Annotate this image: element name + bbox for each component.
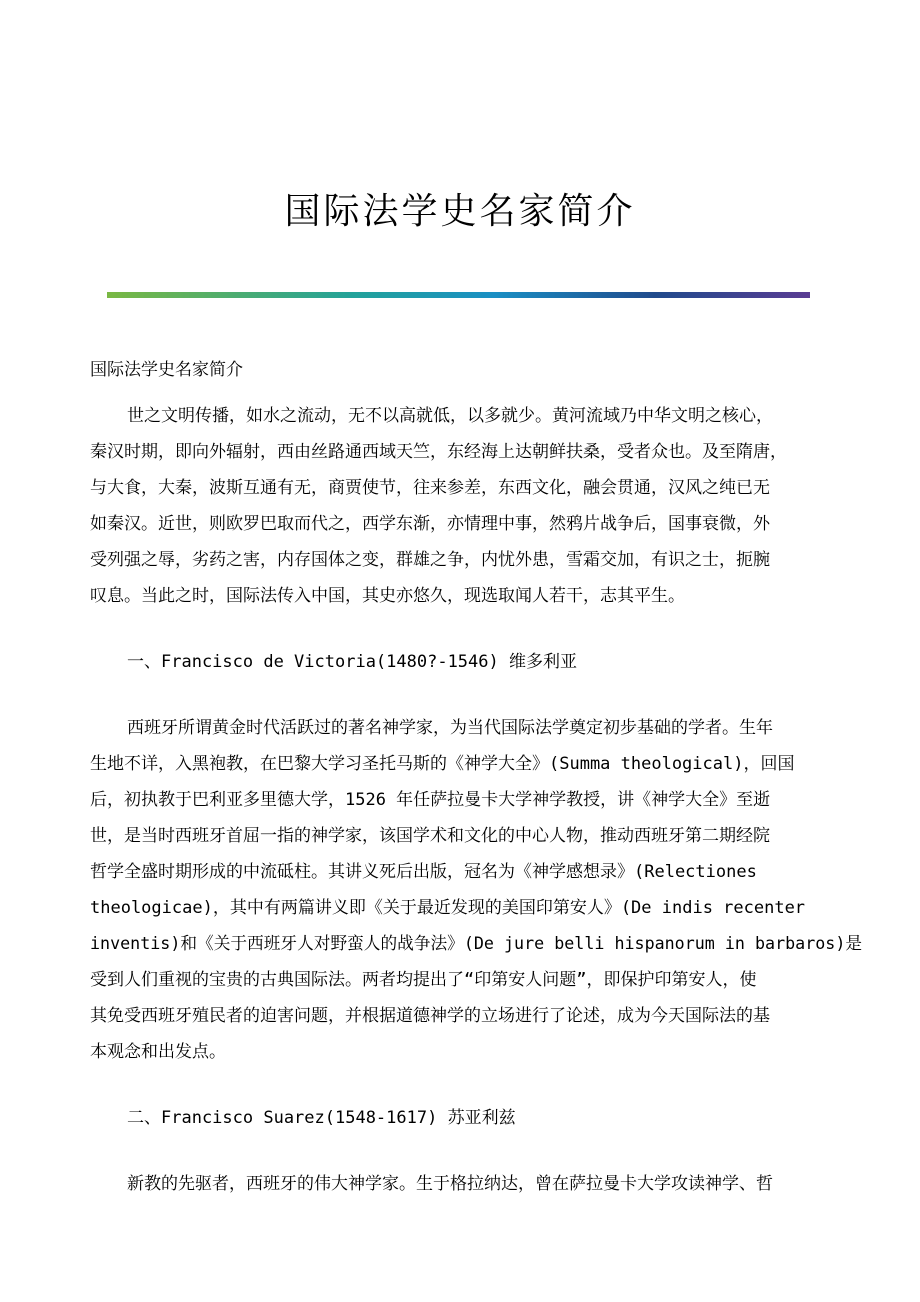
section-heading: 一、Francisco de Victoria(1480?-1546) 维多利亚 (127, 652, 577, 672)
text-line: 其免受西班牙殖民者的迫害问题，并根据道德神学的立场进行了论述，成为今天国际法的基 (90, 1006, 770, 1026)
text-line: 世之文明传播，如水之流动，无不以高就低，以多就少。黄河流域乃中华文明之核心， (127, 406, 773, 426)
text-line: 西班牙所谓黄金时代活跃过的著名神学家，为当代国际法学奠定初步基础的学者。生年 (127, 718, 773, 738)
text-line: 新教的先驱者，西班牙的伟大神学家。生于格拉纳达，曾在萨拉曼卡大学攻读神学、哲 (127, 1174, 773, 1194)
text-line: 受列强之辱，劣药之害，内存国体之变，群雄之争，内忧外患，雪霜交加，有识之士，扼腕 (90, 550, 770, 570)
text-line: 后，初执教于巴利亚多里德大学，1526 年任萨拉曼卡大学神学教授，讲《神学大全》至逝 (90, 790, 771, 810)
title-divider (107, 292, 810, 298)
text-line: 哲学全盛时期形成的中流砥柱。其讲义死后出版，冠名为《神学感想录》(Relectiones (90, 862, 757, 882)
text-line: 世，是当时西班牙首屈一指的神学家，该国学术和文化的中心人物，推动西班牙第二期经院 (90, 826, 770, 846)
text-line: theologicae)，其中有两篇讲义即《关于最近发现的美国印第安人》(De indis recenter (90, 898, 806, 918)
document-title: 国际法学史名家简介 (284, 191, 636, 232)
text-line: inventis)和《关于西班牙人对野蛮人的战争法》(De jure belli hispanorum in barbaros)是 (90, 934, 863, 954)
text-line: 秦汉时期，即向外辐射，西由丝路通西域天竺，东经海上达朝鲜扶桑，受者众也。及至隋唐， (90, 442, 787, 462)
text-line: 生地不详，入黑袍教，在巴黎大学习圣托马斯的《神学大全》(Summa theological)，回国 (90, 754, 795, 774)
text-line: 本观念和出发点。 (90, 1042, 226, 1062)
text-line: 如秦汉。近世，则欧罗巴取而代之，西学东渐，亦情理中事，然鸦片战争后，国事衰微，外 (90, 514, 770, 534)
text-line: 国际法学史名家简介 (90, 360, 243, 380)
text-line: 叹息。当此之时，国际法传入中国，其史亦悠久，现选取闻人若干，志其平生。 (90, 586, 685, 606)
text-line: 受到人们重视的宝贵的古典国际法。两者均提出了“印第安人问题”，即保护印第安人，使 (90, 970, 757, 990)
section-heading: 二、Francisco Suarez(1548-1617) 苏亚利兹 (127, 1108, 516, 1128)
text-line: 与大食，大秦，波斯互通有无，商贾使节，往来参差，东西文化，融会贯通，汉风之纯已无 (90, 478, 770, 498)
